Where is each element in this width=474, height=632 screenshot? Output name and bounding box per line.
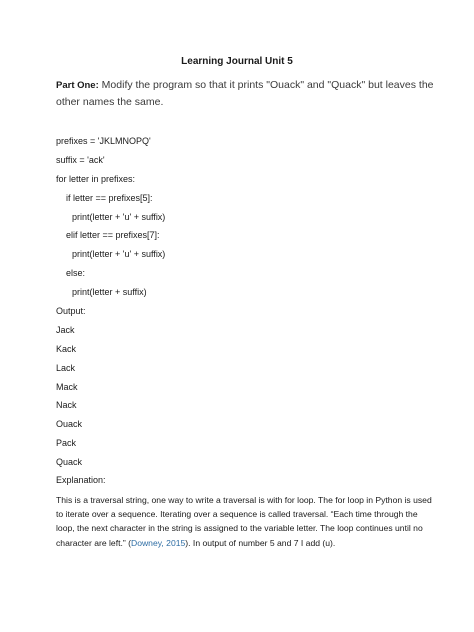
code-line: print(letter + 'u' + suffix) — [72, 212, 166, 222]
code-line: for letter in prefixes: — [56, 174, 136, 184]
explanation-paragraph — [56, 493, 436, 550]
part-one-label: Part One: — [56, 80, 99, 91]
explanation-text: This is a traversal string, one way to write a traversal is with for loop. The for loop in Python is used to iterate over a sequence. Iterating over a sequence is called traversal. “Each time through the loop, the next character in the string is assigned to the variable letter. The loop continues until no character are left.” ( — [56, 495, 432, 548]
code-line: print(letter + 'u' + suffix) — [72, 249, 166, 259]
output-line: Nack — [56, 400, 77, 410]
output-label: Output: — [56, 306, 86, 316]
explanation-text-end: ). In output of number 5 and 7 I add (u). — [185, 537, 336, 548]
document-title: Learning Journal Unit 5 — [181, 56, 293, 67]
output-line: Ouack — [56, 419, 83, 429]
citation-link[interactable]: Downey, 2015 — [130, 537, 186, 548]
output-line: Mack — [56, 382, 78, 392]
code-line: if letter == prefixes[5]: — [66, 193, 153, 203]
output-line: Jack — [56, 325, 75, 335]
code-line: else: — [66, 268, 86, 278]
code-line: elif letter == prefixes[7]: — [66, 230, 160, 240]
code-line: suffix = 'ack' — [56, 155, 105, 165]
output-line: Lack — [56, 363, 76, 373]
part-one-text: Modify the program so that it prints "Ouack" and "Quack" but leaves the other names the same. — [56, 79, 434, 108]
code-line: prefixes = 'JKLMNOPQ' — [56, 136, 151, 146]
explanation-label: Explanation: — [56, 475, 106, 485]
part-one-paragraph — [56, 77, 436, 111]
output-line: Pack — [56, 438, 77, 448]
output-line: Quack — [56, 457, 83, 467]
output-line: Kack — [56, 344, 77, 354]
code-line: print(letter + suffix) — [72, 287, 147, 297]
